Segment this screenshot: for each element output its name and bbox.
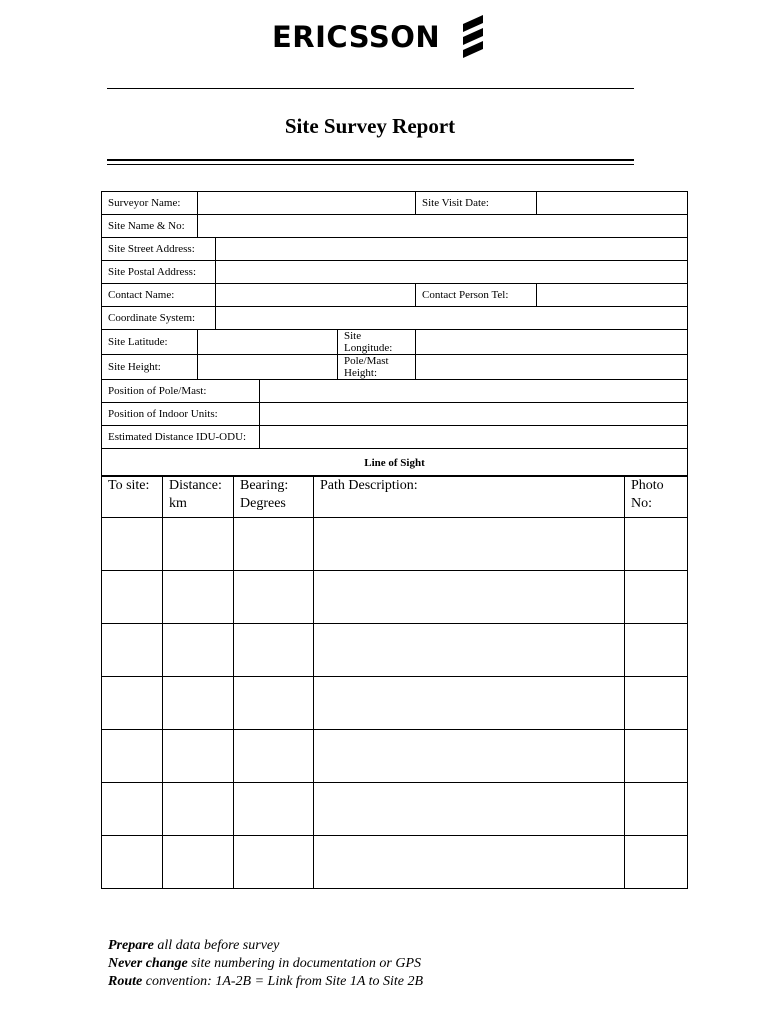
position-pole-mast-label: Position of Pole/Mast: <box>102 380 260 403</box>
line-of-sight-heading: Line of Sight <box>102 449 688 477</box>
note-strong: Never change <box>108 956 188 971</box>
table-row <box>102 518 688 571</box>
logo-text: ERICSSON <box>272 20 441 54</box>
table-cell[interactable] <box>314 730 625 783</box>
table-row <box>102 403 688 426</box>
table-cell[interactable] <box>234 518 314 571</box>
table-cell[interactable] <box>314 518 625 571</box>
site-postal-address-field[interactable] <box>216 261 688 284</box>
table-cell[interactable] <box>314 677 625 730</box>
page-title: Site Survey Report <box>284 114 456 138</box>
table-cell[interactable] <box>234 836 314 889</box>
table-cell[interactable] <box>314 624 625 677</box>
table-row <box>102 192 688 215</box>
table-cell[interactable] <box>102 624 163 677</box>
site-street-address-label: Site Street Address: <box>102 238 216 261</box>
contact-person-tel-label: Contact Person Tel: <box>416 284 537 307</box>
note-line <box>108 955 423 973</box>
site-street-address-field[interactable] <box>216 238 688 261</box>
table-cell[interactable] <box>102 783 163 836</box>
note-text: convention: 1A-2B = Link from Site 1A to Site 2B <box>142 974 424 989</box>
site-postal-address-label: Site Postal Address: <box>102 261 216 284</box>
table-cell[interactable] <box>163 518 234 571</box>
table-cell[interactable] <box>163 836 234 889</box>
note-text: all data before survey <box>153 938 280 953</box>
estimated-distance-field[interactable] <box>260 426 688 449</box>
table-header-row <box>102 476 688 518</box>
site-details-table <box>101 191 688 477</box>
estimated-distance-label: Estimated Distance IDU-ODU: <box>102 426 260 449</box>
table-row <box>102 380 688 403</box>
surveyor-name-field[interactable] <box>198 192 416 215</box>
ericsson-stripes-icon <box>458 14 488 60</box>
site-latitude-field[interactable] <box>198 330 338 355</box>
line-of-sight-table <box>101 475 688 889</box>
table-cell[interactable] <box>102 518 163 571</box>
position-indoor-units-field[interactable] <box>260 403 688 426</box>
table-cell[interactable] <box>234 730 314 783</box>
pole-mast-height-field[interactable] <box>416 355 688 380</box>
table-row <box>102 261 688 284</box>
coordinate-system-label: Coordinate System: <box>102 307 216 330</box>
table-cell[interactable] <box>102 677 163 730</box>
table-row <box>102 426 688 449</box>
table-cell[interactable] <box>234 571 314 624</box>
site-name-no-field[interactable] <box>198 215 688 238</box>
table-cell[interactable] <box>625 836 688 889</box>
surveyor-name-label: Surveyor Name: <box>102 192 198 215</box>
site-visit-date-field[interactable] <box>537 192 688 215</box>
table-cell[interactable] <box>163 730 234 783</box>
note-line <box>108 973 423 991</box>
table-cell[interactable] <box>625 518 688 571</box>
table-row <box>102 730 688 783</box>
survey-notes <box>108 937 423 991</box>
table-cell[interactable] <box>314 836 625 889</box>
contact-name-label: Contact Name: <box>102 284 216 307</box>
table-row <box>102 238 688 261</box>
table-row <box>102 624 688 677</box>
table-cell[interactable] <box>163 571 234 624</box>
site-name-no-label: Site Name & No: <box>102 215 198 238</box>
note-strong: Prepare <box>108 938 154 953</box>
table-cell[interactable] <box>234 677 314 730</box>
site-latitude-label: Site Latitude: <box>102 330 198 355</box>
table-cell[interactable] <box>234 624 314 677</box>
table-row <box>102 215 688 238</box>
table-row <box>102 783 688 836</box>
table-cell[interactable] <box>163 624 234 677</box>
table-row <box>102 330 688 355</box>
note-text: site numbering in documentation or GPS <box>187 956 422 971</box>
contact-person-tel-field[interactable] <box>537 284 688 307</box>
table-row <box>102 836 688 889</box>
table-cell[interactable] <box>625 783 688 836</box>
ericsson-logo <box>272 14 488 60</box>
table-cell[interactable] <box>625 730 688 783</box>
site-longitude-label: Site Longitude: <box>338 330 416 355</box>
pole-mast-height-label: Pole/Mast Height: <box>338 355 416 380</box>
contact-name-field[interactable] <box>216 284 416 307</box>
header-rule <box>107 88 634 89</box>
column-header: To site: <box>102 476 163 518</box>
title-double-rule <box>107 159 634 165</box>
column-header: Bearing: Degrees <box>234 476 314 518</box>
table-row <box>102 571 688 624</box>
table-row <box>102 677 688 730</box>
table-row <box>102 307 688 330</box>
note-line <box>108 937 423 955</box>
table-cell[interactable] <box>102 730 163 783</box>
table-cell[interactable] <box>102 836 163 889</box>
coordinate-system-field[interactable] <box>216 307 688 330</box>
table-row <box>102 449 688 477</box>
table-cell[interactable] <box>625 571 688 624</box>
site-height-label: Site Height: <box>102 355 198 380</box>
site-visit-date-label: Site Visit Date: <box>416 192 537 215</box>
site-longitude-field[interactable] <box>416 330 688 355</box>
site-height-field[interactable] <box>198 355 338 380</box>
column-header: Path Description: <box>314 476 625 518</box>
table-cell[interactable] <box>163 783 234 836</box>
table-row <box>102 284 688 307</box>
table-cell[interactable] <box>163 677 234 730</box>
table-cell[interactable] <box>102 571 163 624</box>
position-indoor-units-label: Position of Indoor Units: <box>102 403 260 426</box>
column-header: Photo No: <box>625 476 688 518</box>
table-row <box>102 355 688 380</box>
column-header: Distance: km <box>163 476 234 518</box>
table-cell[interactable] <box>314 571 625 624</box>
table-cell[interactable] <box>234 783 314 836</box>
position-pole-mast-field[interactable] <box>260 380 688 403</box>
table-cell[interactable] <box>314 783 625 836</box>
note-strong: Route <box>108 974 143 989</box>
table-cell[interactable] <box>625 624 688 677</box>
table-cell[interactable] <box>625 677 688 730</box>
